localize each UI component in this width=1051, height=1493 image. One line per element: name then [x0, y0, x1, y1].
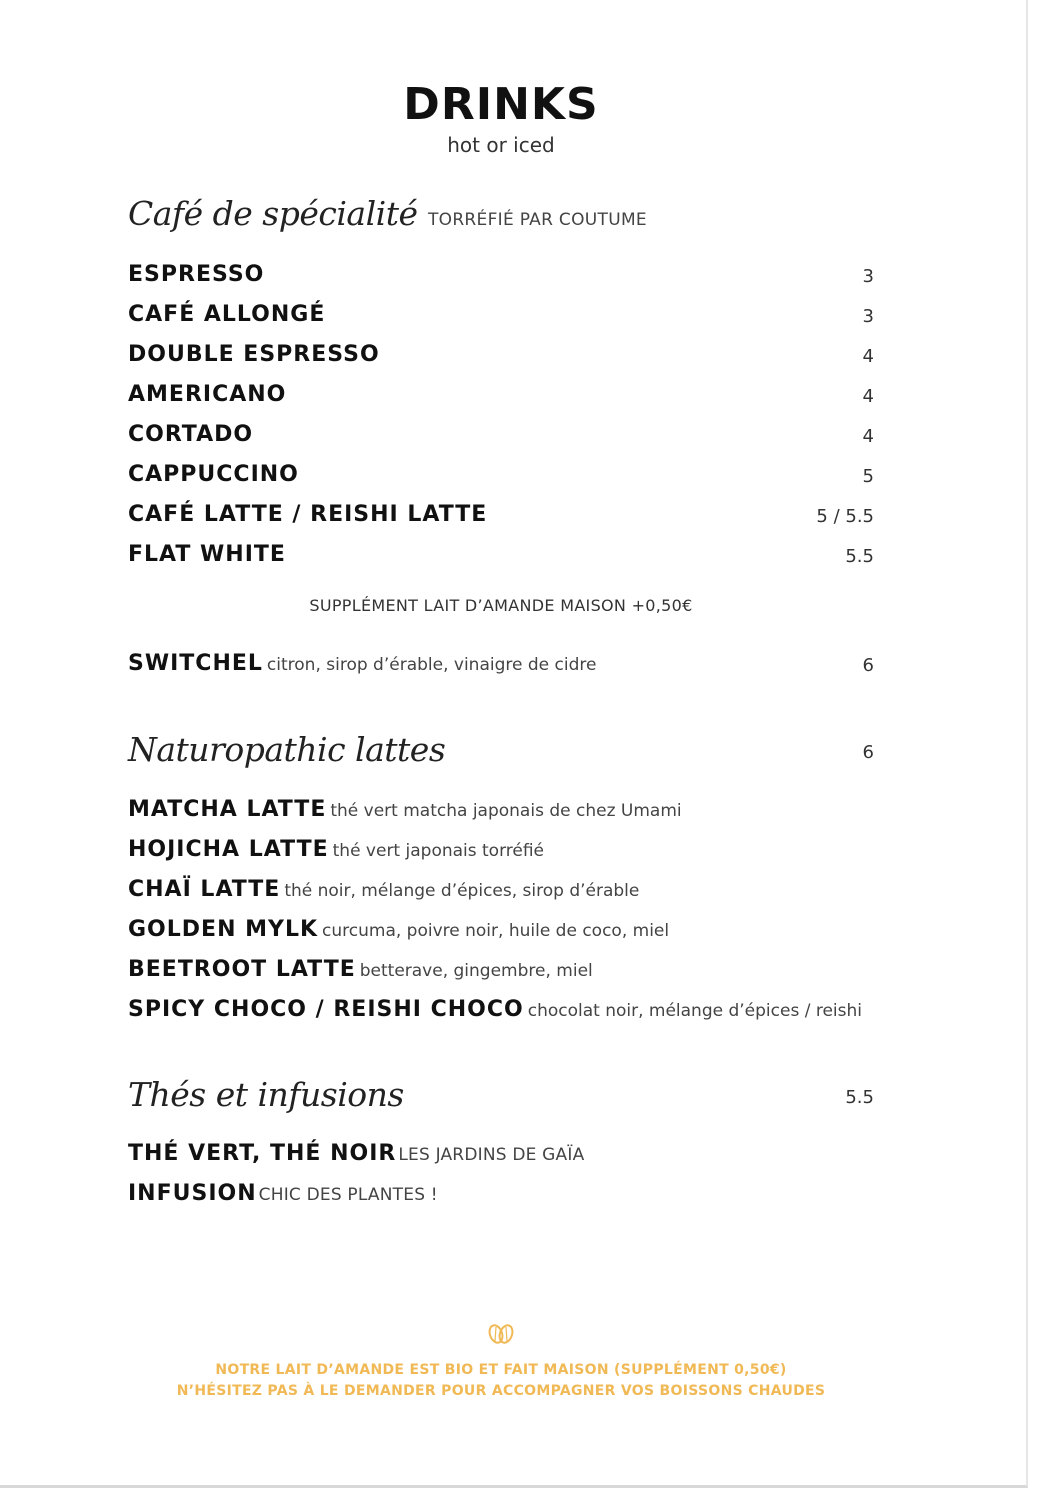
menu-item	[128, 542, 874, 572]
item-price: 4	[862, 426, 874, 447]
item-description: chocolat noir, mélange d’épices / reishi	[527, 1001, 862, 1021]
footer-note	[0, 1322, 1002, 1402]
item-brand: CHIC DES PLANTES !	[258, 1185, 438, 1205]
section-price: 6	[862, 742, 874, 763]
item-price: 5	[862, 466, 874, 487]
page-title: DRINKS	[403, 79, 599, 130]
item-name: CORTADO	[128, 422, 254, 447]
supplement-note: SUPPLÉMENT LAIT D’AMANDE MAISON +0,50€	[309, 596, 693, 615]
menu-item	[128, 997, 874, 1027]
item-price: 5 / 5.5	[816, 506, 874, 527]
item-description: citron, sirop d’érable, vinaigre de cidre	[266, 655, 597, 675]
menu-item	[128, 342, 874, 372]
footer-line-2: N’HÉSITEZ PAS À LE DEMANDER POUR ACCOMPAGNER VOS BOISSONS CHAUDES	[176, 1383, 826, 1399]
menu-item	[128, 651, 874, 681]
item-name: ESPRESSO	[128, 262, 265, 287]
menu-item	[128, 302, 874, 332]
menu-item	[128, 462, 874, 492]
item-description: thé vert japonais torréfié	[332, 841, 545, 861]
menu-item	[128, 1141, 874, 1171]
item-name: BEETROOT LATTE	[128, 957, 356, 982]
section-title: Café de spécialité	[128, 194, 418, 233]
menu-item	[128, 917, 874, 947]
menu-item	[128, 1181, 874, 1211]
item-description: betterave, gingembre, miel	[359, 961, 593, 981]
item-brand: LES JARDINS DE GAÏA	[398, 1145, 585, 1165]
menu-item	[128, 797, 874, 827]
item-price: 3	[862, 266, 874, 287]
menu-header	[0, 80, 1002, 158]
menu-item	[128, 877, 874, 907]
item-price: 3	[862, 306, 874, 327]
footer-line-1: NOTRE LAIT D’AMANDE EST BIO ET FAIT MAISON (SUPPLÉMENT 0,50€)	[215, 1362, 787, 1378]
item-name: CAFÉ LATTE / REISHI LATTE	[128, 502, 488, 527]
item-name: GOLDEN MYLK	[128, 917, 319, 942]
section-teas-header	[128, 1075, 874, 1119]
item-name: FLAT WHITE	[128, 542, 286, 567]
section-cafe-header	[128, 194, 874, 238]
item-name: CHAÏ LATTE	[128, 877, 281, 902]
item-name: SPICY CHOCO / REISHI CHOCO	[128, 997, 524, 1022]
menu-item	[128, 262, 874, 292]
section-price: 5.5	[845, 1087, 874, 1108]
item-description: thé noir, mélange d’épices, sirop d’érable	[284, 881, 640, 901]
item-price: 4	[862, 386, 874, 407]
item-price: 5.5	[845, 546, 874, 567]
item-description: thé vert matcha japonais de chez Umami	[330, 801, 682, 821]
item-name: SWITCHEL	[128, 651, 263, 676]
item-price: 4	[862, 346, 874, 367]
menu-item	[128, 837, 874, 867]
section-lattes-header	[128, 730, 874, 774]
item-price: 6	[862, 655, 874, 676]
page-subtitle: hot or iced	[447, 133, 555, 157]
item-description: curcuma, poivre noir, huile de coco, miel	[322, 921, 670, 941]
item-name: CAPPUCCINO	[128, 462, 299, 487]
item-name: HOJICHA LATTE	[128, 837, 329, 862]
item-name: DOUBLE ESPRESSO	[128, 342, 380, 367]
menu-item	[128, 422, 874, 452]
item-name: CAFÉ ALLONGÉ	[128, 302, 326, 327]
item-name: INFUSION	[128, 1181, 257, 1206]
section-title: Thés et infusions	[128, 1075, 404, 1114]
menu-item	[128, 382, 874, 412]
item-name: THÉ VERT, THÉ NOIR	[128, 1141, 397, 1166]
section-subtitle: TORRÉFIÉ PAR COUTUME	[427, 210, 647, 230]
almond-icon	[0, 1322, 1002, 1350]
menu-item	[128, 502, 874, 532]
item-name: AMERICANO	[128, 382, 287, 407]
menu-item	[128, 957, 874, 987]
section-title: Naturopathic lattes	[128, 730, 446, 769]
item-name: MATCHA LATTE	[128, 797, 327, 822]
